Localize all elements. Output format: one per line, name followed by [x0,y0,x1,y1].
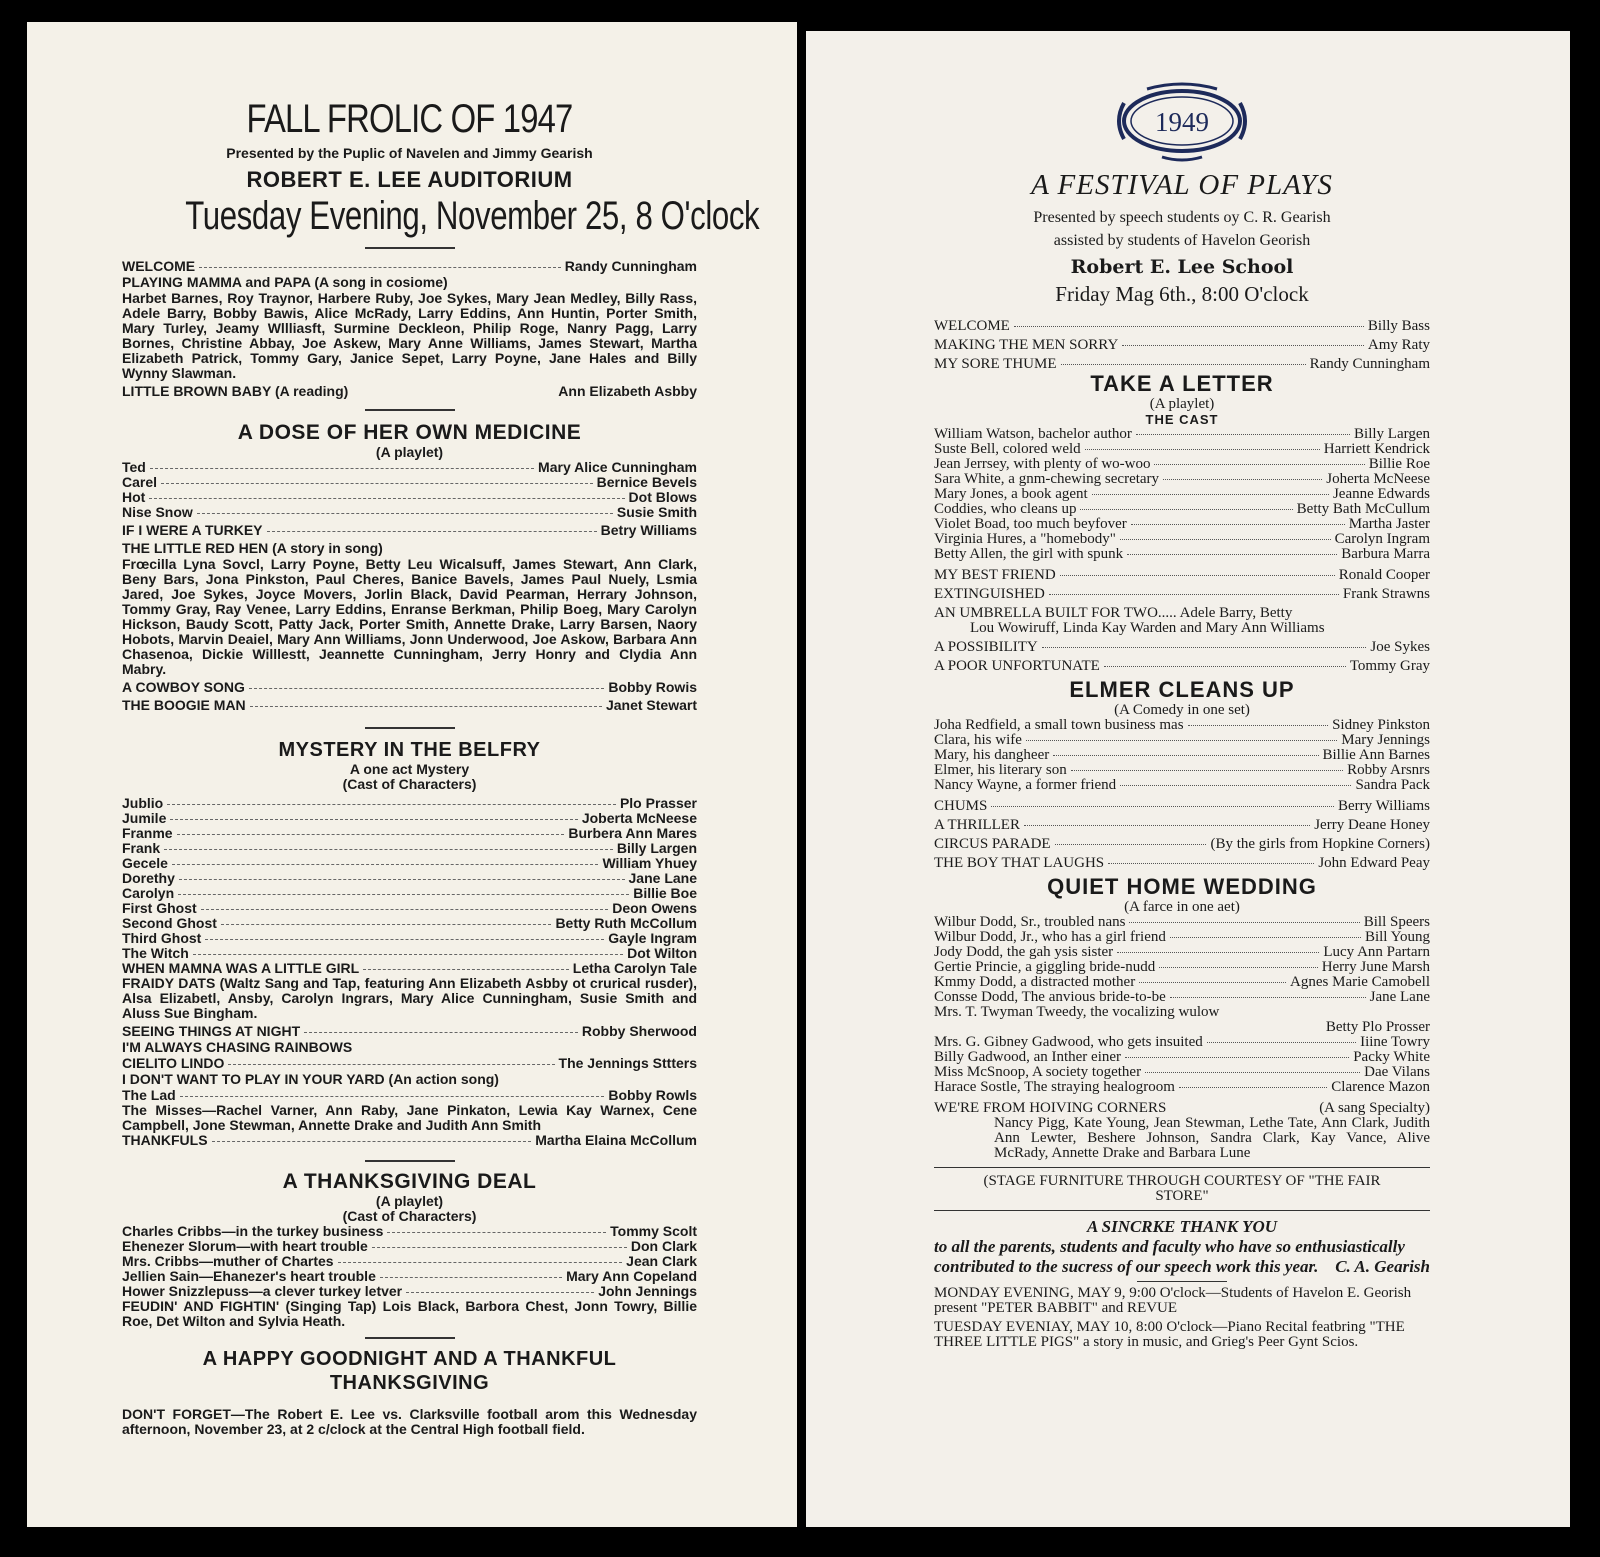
cast-row: Jean Jerrsey, with plenty of wo-woo Billie Roe [934,456,1430,472]
section-subtitle: (Cast of Characters) [342,1208,477,1224]
section-title: QUIET HOME WEDDING [1047,874,1317,899]
presented-by: Presented by the Puplic of Navelen and Jimmy Gearish [226,145,593,161]
program-item: WELCOME Billy Bass [934,318,1430,334]
cast-row-actor: Betty Plo Prosser [1325,1019,1430,1035]
cast-list [122,1224,697,1299]
program-item: CHUMS Berry Williams [934,798,1430,814]
cast-row: Franme Burbera Ann Mares [122,825,697,841]
section-subtitle: (A playlet) [375,444,444,460]
cast-row: Elmer, his literary son Robby Arsnrs [934,762,1430,778]
cast-row: Mary Jones, a book agent Jeanne Edwards [934,486,1430,502]
signature: C. A. Gearish [1335,1257,1430,1276]
presented-by: Presented by speech students oy C. R. Gearish [1033,209,1331,226]
program-item: EXTINGUISHED Frank Strawns [934,586,1430,602]
program-item: A POSSIBILITY Joe Sykes [934,639,1430,655]
divider [1137,1281,1227,1282]
year-label: 1949 [1155,107,1209,137]
program-item: WE'RE FROM HOIVING CORNERS (A sang Specialty) [934,1100,1430,1116]
cast-row: Jody Dodd, the gah ysis sister Lucy Ann Partarn [934,944,1430,960]
cast-list [934,718,1430,793]
program-title: FALL FROLIC OF 1947 [246,97,573,141]
divider [365,409,455,411]
cast-row: Sara White, a gnm-chewing secretary Joherta McNeese [934,471,1430,487]
cast-row: Virginia Hures, a "homebody" Carolyn Ingram [934,531,1430,547]
cast-row: Consse Dodd, The anvious bride-to-be Jane Lane [934,989,1430,1005]
program-item: SEEING THINGS AT NIGHT Robby Sherwood [122,1023,697,1039]
program-item: FRAIDY DATS (Waltz Sang and Tap, featuring Ann Elizabeth Asbby ot crurical rusder), Alsa Elizabetl, Ansby, Carolyn Ingrars, Mary Alice Cunningham, Susie Smith and Aluss Sue Bingham. [122,975,697,1021]
cast-row: Ted Mary Alice Cunningham [122,459,697,475]
program-title: A FESTIVAL OF PLAYS [1031,169,1333,201]
section-subtitle: (Cast of Characters) [342,776,477,792]
cast-row: Kmmy Dodd, a distracted mother Agnes Marie Camobell [934,974,1430,990]
cast-list: Lou Wowiruff, Linda Kay Warden and Mary Ann Williams [970,620,1325,636]
cast-row: Gertie Princie, a giggling bride-nudd Herry June Marsh [934,959,1430,975]
program-item: MY SORE THUME Randy Cunningham [934,356,1430,372]
section-subtitle: (A playlet) [1149,396,1215,412]
announcement: TUESDAY EVENIAY, MAY 10, 8:00 O'clock—Piano Recital featbring "THE THREE LITTLE PIGS" a story in music, and Grieg's Peer Gynt Scios. [934,1319,1405,1350]
section-subtitle: (A playlet) [375,1193,444,1209]
venue: Robert E. Lee School [1070,256,1294,278]
cast-row: Wilbur Dodd, Sr., troubled nans Bill Speers [934,914,1430,930]
cast-row: Nancy Wayne, a former friend Sandra Pack [934,777,1430,793]
program-item: A COWBOY SONG Bobby Rowis [122,679,697,695]
section-title: A THANKSGIVING DEAL [282,1170,537,1193]
program-item: MAKING THE MEN SORRY Amy Raty [934,337,1430,353]
cast-row: Joha Redfield, a small town business mas Sidney Pinkston [934,717,1430,733]
cast-row: Third Ghost Gayle Ingram [122,930,697,946]
cast-list: Frœcilla Lyna Sovcl, Larry Poyne, Betty Leu Wicalsuff, James Stewart, Ann Clark, Beny Bars, Jona Pinkston, Paul Cheres, Banice Bavels, James Paul Nuely, Lsmia Jared, Joe Sykes, Joyce Movers, Jorlin Black, David Pearman, Herrary Johnson, Tommy Gray, Ray Venee, Larry Eddins, Enranse Berkman, Philip Boeg, Mary Carolyn Hickson, Baudy Scott, Patty Jack, Porter Smith, Annette Drake, Larry Barsen, Naory Hobots, Marvin Deaiel, Mary Ann Williams, Jonn Underwood, Joe Askow, Barbara Ann Chasenoa, Dickie Willlestt, Jeannette Cunningham, Jerry Honry and Clydia Ann Mabry. [122,556,697,677]
section-title: MYSTERY IN THE BELFRY [278,739,541,761]
divider [365,1160,455,1162]
courtesy-note: (STAGE FURNITURE THROUGH COURTESY OF "THE FAIR STORE" [983,1173,1381,1204]
cast-row: Mary, his dangheer Billie Ann Barnes [934,747,1430,763]
cast-row: Jublio Plo Prasser [122,795,697,811]
cast-row: Harace Sostle, The straying healogroom Clarence Mazon [934,1079,1430,1095]
program-item: CIELITO LINDO The Jennings Sttters [122,1055,697,1071]
program-1947 [27,22,797,1527]
cast-row: Jumile Joberta McNeese [122,810,697,826]
program-item: A POOR UNFORTUNATE Tommy Gray [934,658,1430,674]
program-item: THE LITTLE RED HEN (A story in song) [122,540,383,556]
thank-you-body: to all the parents, students and faculty who have so enthusiastically contributed to the sucress of our speech work this year. C. A. Gearish [934,1237,1430,1276]
program-items [934,319,1430,372]
section-subtitle: A one act Mystery [349,761,470,777]
cast-row: Gecele William Yhuey [122,855,697,871]
cast-list: Nancy Pigg, Kate Young, Jean Stewman, Lethe Tate, Ann Clark, Judith Ann Lewter, Beshere Johnson, Sandra Clark, Kay Vance, Alive McRady, Annette Drake and Barbara Lune [994,1115,1430,1161]
divider [365,247,455,249]
venue: ROBERT E. LEE AUDITORIUM [246,167,573,192]
assisted-by: assisted by students of Havelon Georish [1053,232,1311,249]
divider [934,1210,1430,1211]
announcement: DON'T FORGET—The Robert E. Lee vs. Clarksville football arom this Wednesday afternoon, November 23, at 2 c/clock at the Central High football field. [122,1406,697,1437]
cast-list [122,796,697,961]
divider [365,1337,455,1339]
cast-list [122,460,697,520]
cast-row: Nise Snow Susie Smith [122,504,697,520]
program-item: CIRCUS PARADE (By the girls from Hopkine Corners) [934,836,1430,852]
cast-row: Suste Bell, colored weld Harriett Kendrick [934,441,1430,457]
program-item: MY BEST FRIEND Ronald Cooper [934,567,1430,583]
cast-row: Charles Cribbs—in the turkey business Tommy Scolt [122,1223,697,1239]
program-item: PLAYING MAMMA and PAPA (A song in cosiome) [122,274,448,290]
cast-row: Hower Snizzlepuss—a clever turkey letver John Jennings [122,1283,697,1299]
program-1949 [806,31,1570,1527]
section-subtitle: (A Comedy in one set) [1114,702,1250,718]
cast-row: The Lad Bobby Rowls [122,1087,697,1103]
program-item: THE BOY THAT LAUGHS John Edward Peay [934,855,1430,871]
cast-list [934,915,1430,1095]
program-item: THE BOOGIE MAN Janet Stewart [122,697,697,713]
cast-row: First Ghost Deon Owens [122,900,697,916]
section-title: TAKE A LETTER [1090,371,1274,396]
program-item: IF I WERE A TURKEY Betry Williams [122,522,697,538]
program-item: A THRILLER Jerry Deane Honey [934,817,1430,833]
cast-row: Betty Allen, the girl with spunk Barbura Marra [934,546,1430,562]
cast-row: William Watson, bachelor author Billy Largen [934,426,1430,442]
year-emblem [934,79,1430,163]
cast-row: Violet Boad, too much beyfover Martha Jaster [934,516,1430,532]
cast-row: Clara, his wife Mary Jennings [934,732,1430,748]
cast-list: The Misses—Rachel Varner, Ann Raby, Jane Pinkaton, Lewia Kay Warnex, Cene Campbell, Jone Stewman, Annette Drake and Judith Ann Smith [122,1102,697,1133]
cast-row: Second Ghost Betty Ruth McCollum [122,915,697,931]
program-item: WHEN MAMNA WAS A LITTLE GIRL Letha Carolyn Tale [122,960,697,976]
cast-row: Dorethy Jane Lane [122,870,697,886]
cast-row: Frank Billy Largen [122,840,697,856]
cast-row: Mrs. G. Gibney Gadwood, who gets insuited Iiine Towry [934,1034,1430,1050]
cast-list [934,427,1430,562]
closing-message: A HAPPY GOODNIGHT AND A THANKFUL THANKSGIVING [202,1348,617,1394]
cast-row: Billy Gadwood, an Inther einer Packy White [934,1049,1430,1065]
program-item: I DON'T WANT TO PLAY IN YOUR YARD (An action song) [122,1071,499,1087]
program-item: THANKFULS Martha Elaina McCollum [122,1132,697,1148]
thank-you-title: A SINCRKE THANK YOU [1086,1217,1278,1236]
program-item: WELCOME Randy Cunningham [122,258,697,274]
section-subtitle: (A farce in one aet) [1124,899,1240,915]
section-title: A DOSE OF HER OWN MEDICINE [237,421,582,444]
cast-list: Harbet Barnes, Roy Traynor, Harbere Ruby, Joe Sykes, Mary Jean Medley, Billy Rass, Adele Barry, Bobby Bawis, Alice McRady, Larry Eddins, Ann Huntin, Porter Smith, Mary Turley, Jeamy Wllliasft, Surmine Deckleon, Philip Roge, Nanry Pagg, Larry Bornes, Christine Abbay, Joe Askew, Mary Anne Williams, James Stewart, Martha Elizabeth Patrick, Tommy Gary, Janice Sepet, Larry Poyne, Jane Hales and Billy Wynny Slawman. [122,290,697,381]
cast-row: Wilbur Dodd, Jr., who has a girl friend Bill Young [934,929,1430,945]
divider [934,1167,1430,1168]
cast-row: Mrs. T. Twyman Tweedy, the vocalizing wulow [934,1004,1220,1020]
event-date: Friday Mag 6th., 8:00 O'clock [1055,282,1309,306]
program-item: FEUDIN' AND FIGHTIN' (Singing Tap) Lois Black, Barbora Chest, Jonn Towry, Billie Roe, Det Wilton and Sylvia Heath. [122,1298,697,1329]
program-item: AN UMBRELLA BUILT FOR TWO..... Adele Barry, Betty [934,605,1293,621]
cast-row: Mrs. Cribbs—muther of Chartes Jean Clark [122,1253,697,1269]
cast-row: Jellien Sain—Ehanezer's heart trouble Mary Ann Copeland [122,1268,697,1284]
cast-row: The Witch Dot Wilton [122,945,697,961]
section-title: ELMER CLEANS UP [1069,677,1295,702]
announcement: MONDAY EVENING, MAY 9, 9:00 O'clock—Students of Havelon E. Georish present "PETER BABBIT" and REVUE [934,1285,1412,1316]
divider [365,727,455,729]
ornate-frame-icon [1107,79,1257,163]
cast-row: Miss McSnoop, A society together Dae Vilans [934,1064,1430,1080]
event-date: Tuesday Evening, November 25, 8 O'clock [185,194,760,238]
cast-row: Coddies, who cleans up Betty Bath McCullum [934,501,1430,517]
cast-row: Carolyn Billie Boe [122,885,697,901]
cast-label: THE CAST [1145,412,1219,427]
program-item: I'M ALWAYS CHASING RAINBOWS [122,1039,353,1055]
cast-row: Ehenezer Slorum—with heart trouble Don Clark [122,1238,697,1254]
cast-row: Hot Dot Blows [122,489,697,505]
program-item: LITTLE BROWN BABY (A reading) Ann Elizabeth Asbby [122,383,697,399]
cast-row: Carel Bernice Bevels [122,474,697,490]
